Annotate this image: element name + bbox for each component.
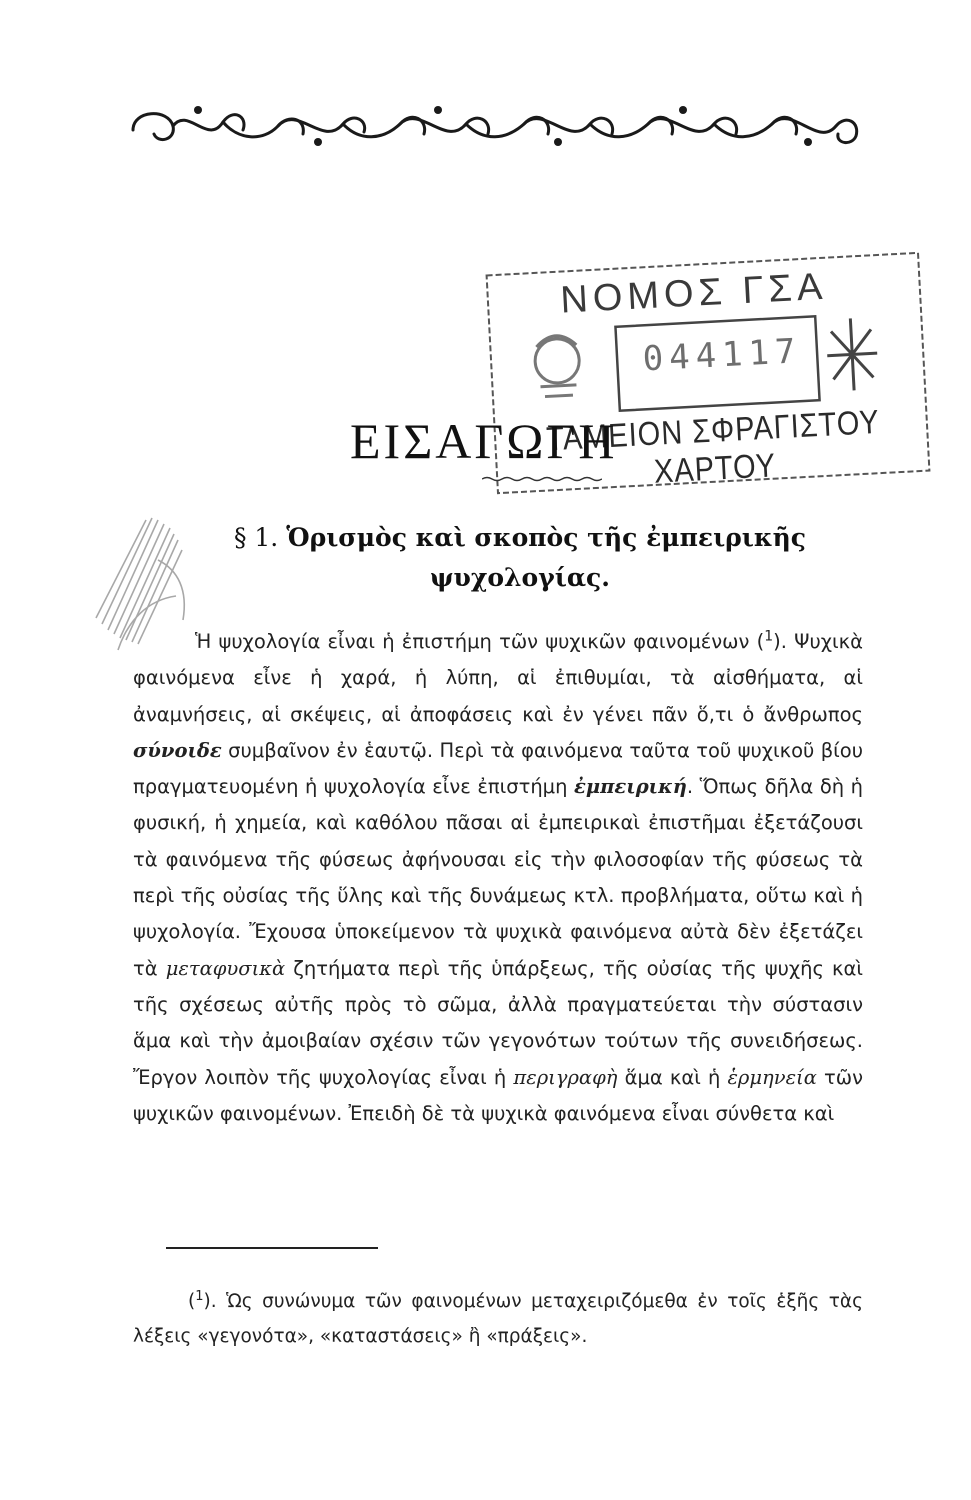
section-number: 1. (254, 523, 279, 552)
section-symbol: § (233, 523, 247, 552)
body-text-segment: . Ὅπως δῆλα δὴ ἡ φυσική, ἡ χημεία, καὶ καθόλου πᾶσαι αἱ ἐμπειρικαὶ ἐπιστῆμαι ἐξετάζουσι τὰ φαινόμενα τῆς φύσεως ἀφήνουσαι εἰς τὴν φιλοσοφίαν τῆς φύσεως τὰ περὶ τῆς οὐσίας τῆς ὕλης καὶ τῆς δυνάμεως κτλ. προβλήματα, οὕτω καὶ ἡ ψυχολογία. Ἔχουσα ὑποκείμενον τὰ ψυχικὰ φαινόμενα αὐτὰ δὲν ἐξετάζει τὰ (133, 775, 864, 980)
footnote-text: ). Ὡς συνώνυμα τῶν φαινομένων μεταχειριζόμεθα ἐν τοῖς ἑξῆς τὰς λέξεις «γεγονότα», «καταστάσεις» ἢ «πράξεις». (133, 1291, 863, 1347)
italic-term: περιγραφὴ (513, 1065, 618, 1089)
footnote-reference: 1 (764, 628, 774, 645)
body-text-segment: συμβαῖνον ἐν ἑαυτῷ. Περὶ τὰ φαινόμενα ταῦτα τοῦ ψυχικοῦ βίου πραγματευομένη ἡ ψυχολογία εἶνε ἐπιστήμη (133, 738, 863, 799)
italic-term: ἑρμηνεία (727, 1065, 817, 1089)
emphasis-term: σύνοιδε (133, 738, 222, 762)
section-title-line-1: Ὁρισμὸς καὶ σκοπὸς τῆς ἐμπειρικῆς (286, 523, 807, 552)
stamp-bottom-text: ΤΑΜΕΙΟΝ ΣΦΡΑΓΙΣΤΟΥ ΧΑΡΤΟΥ (545, 404, 881, 491)
section-heading-line-1 (200, 518, 840, 558)
body-paragraph (133, 624, 863, 1132)
body-text-segment: Ἡ ψυχολογία εἶναι ἡ ἐπιστήμη τῶν ψυχικῶν φαινομένων ( (195, 630, 765, 653)
footnote-open: ( (188, 1291, 196, 1312)
stamp-number: 044117 (641, 331, 803, 380)
body-text-segment: ). Ψυχικὰ φαινόμενα εἶνε ἡ χαρά, ἡ λύπη, αἱ ἐπιθυμίαι, τὰ αἰσθήματα, αἱ ἀναμνήσεις, αἱ σκέψεις, αἱ ἀποφάσεις καὶ ἐν γένει πᾶν ὅ,τι ὁ ἄνθρωπος (133, 630, 863, 726)
stamp-top-text: ΝΟΜΟΣ ΓΣΑ (559, 265, 829, 322)
section-title-line-2: ψυχολογίας. (430, 563, 610, 592)
chapter-title: ΕΙΣΑΓΩΓΗ (350, 412, 618, 469)
italic-term: μεταφυσικὰ (165, 956, 286, 980)
decorative-ornament-band (128, 96, 863, 156)
emphasis-term: ἐμπειρική (574, 775, 687, 799)
footnote-divider (166, 1247, 378, 1249)
section-heading (200, 518, 840, 598)
body-text-segment: τῶν ψυχικῶν φαινομένων. Ἐπειδὴ δὲ τὰ ψυχικὰ φαινόμενα εἶναι σύνθετα καὶ (133, 1065, 863, 1125)
body-text-segment: ζητήματα περὶ τῆς ὑπάρξεως, τῆς οὐσίας τῆς ψυχῆς καὶ τῆς σχέσεως αὐτῆς πρὸς τὸ σῶμα, ἀλλὰ πραγματεύεται τὴν σύστασιν ἅμα καὶ τὴν ἀμοιβαίαν σχέσιν τῶν γεγονότων τούτων τῆς συνειδήσεως. Ἔργον λοιπὸν τῆς ψυχολογίας εἶναι ἡ (133, 956, 863, 1089)
footnote (133, 1284, 863, 1354)
footnote-number: 1 (195, 1288, 204, 1304)
body-text-segment: ἅμα καὶ ἡ (617, 1065, 728, 1089)
title-wavy-underline (482, 476, 602, 482)
